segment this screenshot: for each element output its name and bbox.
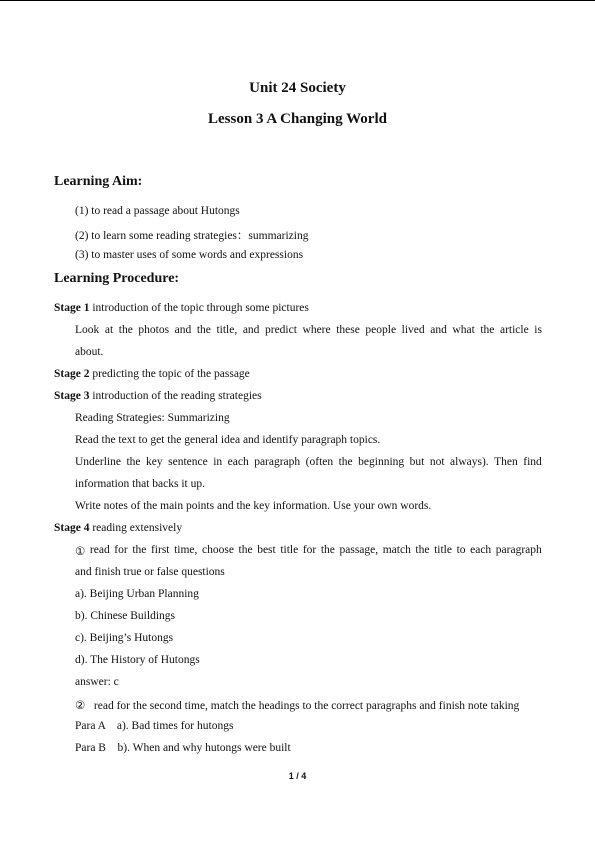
learning-procedure-heading: Learning Procedure:: [54, 271, 180, 286]
word: people: [365, 324, 397, 336]
stage-1: [54, 302, 309, 314]
stage-label: Stage 2: [54, 368, 90, 380]
stage-4: [54, 522, 182, 534]
word: beginning: [358, 456, 405, 468]
stage-label: Stage 4: [54, 522, 90, 534]
para-heading-row: [75, 742, 291, 754]
para-label: Para A: [75, 720, 106, 732]
word: in: [213, 456, 223, 468]
word: the: [480, 324, 495, 336]
title-option: b). Chinese Buildings: [75, 610, 175, 622]
aim-item: (3) to master uses of some words and expressions: [75, 249, 304, 261]
word: paragraph: [495, 544, 542, 556]
stage-label: Stage 1: [54, 302, 90, 314]
document-title: Unit 24 Society: [249, 80, 346, 96]
word: title: [280, 544, 299, 556]
word: article: [499, 324, 529, 336]
word: but: [409, 456, 425, 468]
word: and: [242, 324, 260, 336]
stage-text: introduction of the topic through some pictures: [92, 302, 309, 314]
word: where: [302, 324, 331, 336]
stage-1-body-end: about.: [75, 346, 104, 358]
word: at: [104, 324, 114, 336]
word: photos: [138, 324, 170, 336]
title-option: d). The History of Hutongs: [75, 654, 200, 666]
word: and: [174, 324, 192, 336]
word: each: [470, 544, 492, 556]
word: paragraph: [254, 456, 301, 468]
aim-item: (2) to learn some reading strategies：summarizing: [75, 230, 309, 242]
word: each: [227, 456, 249, 468]
stage-3-notes: Write notes of the main points and the key information. Use your own words.: [75, 500, 432, 512]
aim-item: (1) to read a passage about Hutongs: [75, 205, 240, 217]
word: the: [196, 324, 211, 336]
word: for: [302, 544, 317, 556]
word: Then: [494, 456, 518, 468]
word: find: [523, 456, 542, 468]
stage-text: reading extensively: [92, 522, 183, 534]
word: Underline: [75, 456, 121, 468]
word: always).: [450, 456, 489, 468]
word: read: [89, 544, 110, 556]
para-heading-row: [75, 720, 233, 732]
word: key: [146, 456, 163, 468]
stage-3-line: Reading Strategies: Summarizing: [75, 412, 230, 424]
answer: answer: c: [75, 676, 119, 688]
page-number: 1 / 4: [288, 771, 307, 781]
word: title,: [216, 324, 238, 336]
word: (often: [305, 456, 334, 468]
task-1-instruction-end: and finish true or false questions: [75, 566, 225, 578]
word: passage,: [339, 544, 379, 556]
word: match: [382, 544, 411, 556]
task-1-instruction: [75, 544, 542, 558]
word: the: [338, 456, 353, 468]
stage-text: introduction of the reading strategies: [92, 390, 262, 402]
word: the: [415, 544, 430, 556]
stage-text: predicting the topic of the passage: [92, 368, 250, 380]
word: not: [429, 456, 445, 468]
word: ①: [75, 546, 86, 558]
learning-aim-heading: Learning Aim:: [54, 174, 143, 189]
task-2-instruction: ② read for the second time, match the headings to the correct paragraphs and finish note taking: [75, 700, 520, 712]
word: to: [456, 544, 466, 556]
word: predict: [265, 324, 297, 336]
para-heading: a). Bad times for hutongs: [116, 720, 234, 732]
stage-3: [54, 390, 262, 402]
title-option: a). Beijing Urban Planning: [75, 588, 199, 600]
word: the: [118, 324, 133, 336]
word: the: [132, 544, 147, 556]
word: these: [336, 324, 360, 336]
stage-1-body: [75, 324, 542, 336]
word: for: [114, 544, 128, 556]
word: is: [534, 324, 542, 336]
word: lived: [401, 324, 425, 336]
word: sentence: [168, 456, 208, 468]
stage-3-line: Read the text to get the general idea and identify paragraph topics.: [75, 434, 381, 446]
word: title: [434, 544, 452, 556]
word: time,: [174, 544, 198, 556]
stage-2: [54, 368, 250, 380]
word: choose: [202, 544, 234, 556]
title-option: c). Beijing’s Hutongs: [75, 632, 174, 644]
word: best: [257, 544, 276, 556]
document-subtitle: Lesson 3 A Changing World: [208, 111, 387, 127]
top-rule: [0, 0, 595, 1]
word: the: [320, 544, 335, 556]
word: the: [126, 456, 141, 468]
word: first: [150, 544, 170, 556]
stage-3-underline-instruction: [75, 456, 542, 468]
para-heading: b). When and why hutongs were built: [117, 742, 291, 754]
word: and: [430, 324, 447, 336]
stage-label: Stage 3: [54, 390, 90, 402]
word: the: [238, 544, 253, 556]
para-label: Para B: [75, 742, 106, 754]
word: what: [452, 324, 475, 336]
stage-3-underline-end: information that backs it up.: [75, 478, 205, 490]
word: Look: [75, 324, 100, 336]
